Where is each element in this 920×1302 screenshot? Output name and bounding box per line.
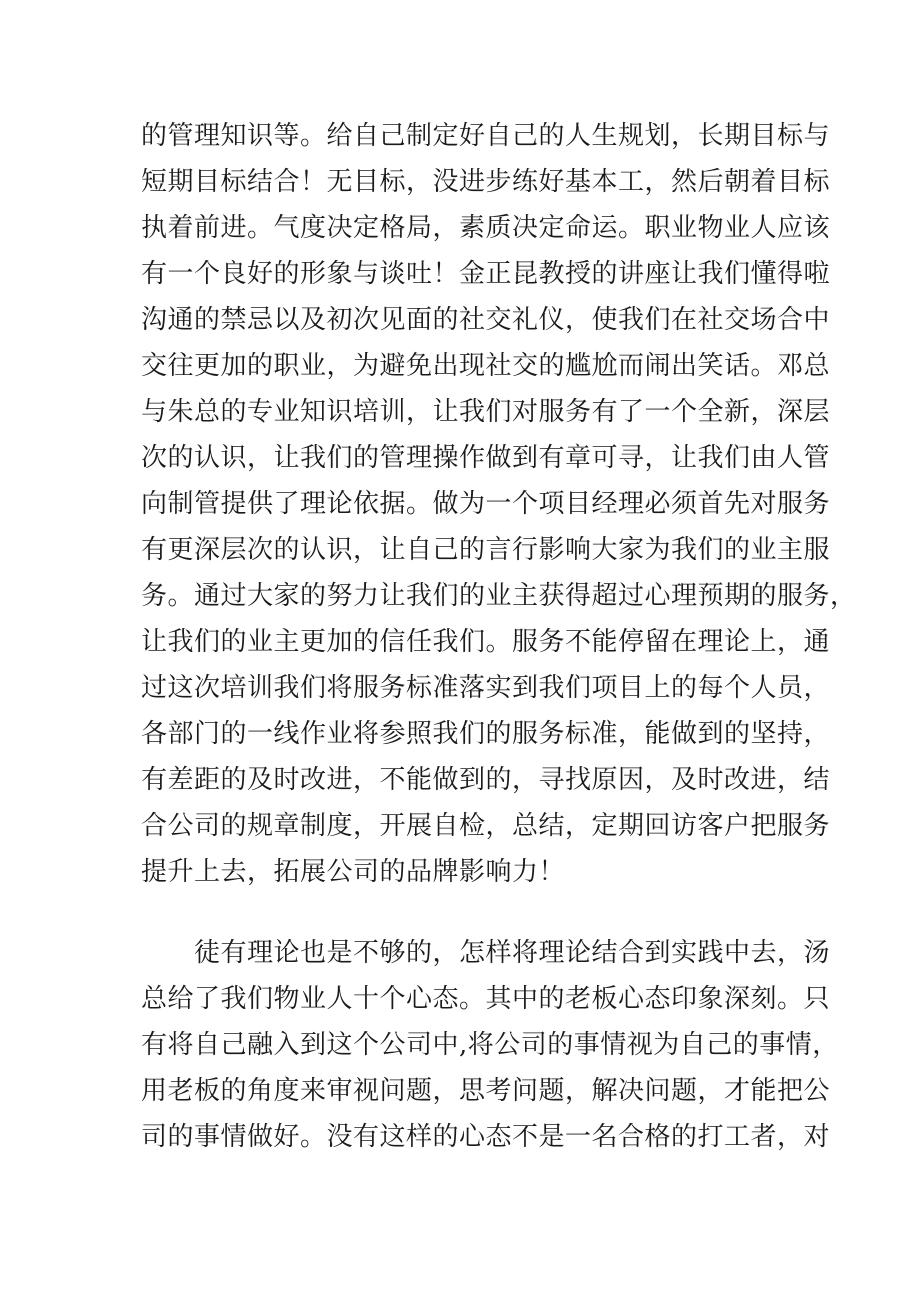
text-line: 交往更加的职业，为避免出现社交的尴尬而闹出笑话。邓总 [141,351,831,381]
paragraph-1 [141,113,857,895]
text-line: 有一个良好的形象与谈吐！金正昆教授的讲座让我们懂得啦 [141,259,831,289]
text-line: 徒有理论也是不够的，怎样将理论结合到实践中去，汤 [141,938,831,968]
text-line: 的管理知识等。给自己制定好自己的人生规划，长期目标与 [141,121,831,151]
text-line: 合公司的规章制度，开展自检，总结，定期回访客户把服务 [141,811,831,841]
text-line: 用老板的角度来审视问题，思考问题，解决问题，才能把公 [141,1076,831,1106]
text-line: 有更深层次的认识，让自己的言行影响大家为我们的业主服 [141,535,831,565]
text-line: 提升上去，拓展公司的品牌影响力！ [141,857,566,887]
paragraph-2 [141,930,839,1160]
text-line: 与朱总的专业知识培训，让我们对服务有了一个全新，深层 [141,397,831,427]
text-line: 沟通的禁忌以及初次见面的社交礼仪，使我们在社交场合中 [141,305,831,335]
text-line: 司的事情做好。没有这样的心态不是一名合格的打工者，对 [141,1122,831,1152]
text-line: 总给了我们物业人十个心态。其中的老板心态印象深刻。只 [141,984,831,1014]
text-line: 短期目标结合！无目标，没进步练好基本工，然后朝着目标 [141,167,831,197]
text-line: 执着前进。气度决定格局，素质决定命运。职业物业人应该 [141,213,831,243]
text-line: 向制管提供了理论依据。做为一个项目经理必须首先对服务 [141,489,831,519]
text-line: 让我们的业主更加的信任我们。服务不能停留在理论上，通 [141,627,831,657]
text-line: 次的认识，让我们的管理操作做到有章可寻，让我们由人管 [141,443,831,473]
text-line: 务。通过大家的努力让我们的业主获得超过心理预期的服务， [141,581,857,611]
text-line: 有差距的及时改进，不能做到的，寻找原因，及时改进，结 [141,765,831,795]
text-line: 过这次培训我们将服务标准落实到我们项目上的每个人员， [141,673,831,703]
text-line: 有将自己融入到这个公司中,将公司的事情视为自己的事情， [141,1030,839,1060]
text-line: 各部门的一线作业将参照我们的服务标准，能做到的坚持， [141,719,831,749]
